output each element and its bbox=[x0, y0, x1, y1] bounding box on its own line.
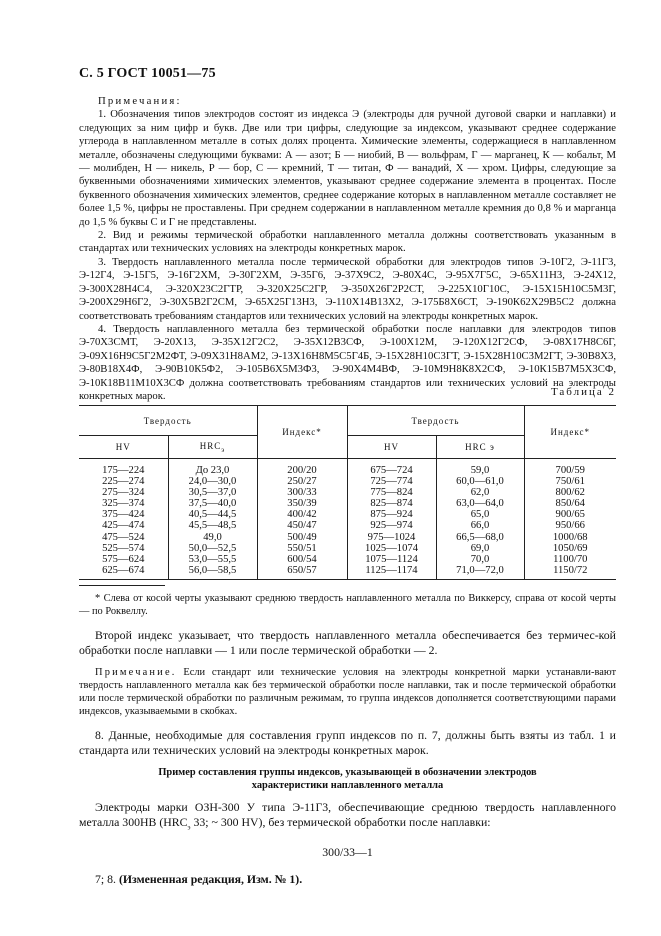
revision-note: 7; 8. (Измененная редакция, Изм. № 1). bbox=[95, 871, 303, 886]
second-index-paragraph: Второй индекс указывает, что твердость наплавленного металла обеспечивается без термичес-кой обработки после наплавки — 1 или после термической обработки — 2. bbox=[79, 628, 616, 657]
table-row bbox=[79, 498, 616, 509]
note-2-text: Если стандарт или технические условия на электроды конкретной марки устанавли-вают твердость наплавленного металла как без термической обработки после наплавки, так и после термической обработки или после термической обработки по различным режимам, то группа индексов дополняется соответствующими парами индексов, указываемыми в скобках. bbox=[79, 667, 616, 718]
hrc-cell: 49,0 bbox=[168, 532, 257, 543]
hrc-cell: 24,0—30,0 bbox=[168, 476, 257, 487]
index-cell: 850/64 bbox=[524, 498, 616, 509]
hrc-cell: 56,0—58,5 bbox=[168, 565, 257, 580]
index-cell: 950/66 bbox=[524, 520, 616, 531]
table-row bbox=[79, 532, 616, 543]
index-cell: 900/65 bbox=[524, 509, 616, 520]
hrc-cell: 45,5—48,5 bbox=[168, 520, 257, 531]
hrc-cell: 50,0—52,5 bbox=[168, 543, 257, 554]
hv-cell: 375—424 bbox=[102, 509, 145, 521]
hv-cell: 575—624 bbox=[102, 553, 145, 565]
index-header-right: Индекс* bbox=[524, 406, 616, 459]
index-cell: 750/61 bbox=[524, 476, 616, 487]
hrc-cell: 37,5—40,0 bbox=[168, 498, 257, 509]
index-cell: 1100/70 bbox=[524, 554, 616, 565]
hrc-cell: 59,0 bbox=[436, 459, 524, 477]
index-cell: 1150/72 bbox=[524, 565, 616, 580]
hv-cell: 925—974 bbox=[347, 520, 436, 531]
hrc-cell: 40,5—44,5 bbox=[168, 509, 257, 520]
example-title: Пример составления группы индексов, указывающей в обозначении электродов характеристики наплавленного металла bbox=[158, 767, 537, 791]
index-cell: 500/49 bbox=[257, 532, 347, 543]
index-cell: 700/59 bbox=[524, 459, 616, 477]
note-3: 3. Твердость наплавленного металла после термической обработки для электродов типов Э-10Г2, Э-11Г3, Э-12Г4, Э-15Г5, Э-16Г2ХМ, Э-30Г2ХМ, Э-35Г6, Э-37Х9С2, Э-80Х4С, Э-95Х7Г5С, Э-65Х11Н3, Э-24Х12, Э-300Х28Н4С4, Э-320Х23С2ГТР, Э-320Х25С2ГР, Э-350Х26Г2Р2СТ, Э-225Х10Г10С, Э-15Х15Н10С5М3Г, Э-200Х29Н6Г2, Э-30Х5В2Г2СМ, Э-65Х25Г13Н3, Э-110Х14В13Х2, Э-175Б8Х6СТ, Э-190К62Х29В5С2 должна соответствовать требованиям стандартов или технических условий на электроды конкретных марок. bbox=[79, 255, 616, 322]
footnote: * Слева от косой черты указывают среднюю твердость наплавленного металла по Виккерсу, справа от косой черты — по Роквеллу. bbox=[79, 593, 616, 617]
footnote-divider bbox=[79, 585, 165, 586]
page-header: С. 5 ГОСТ 10051—75 bbox=[79, 66, 216, 81]
table-row bbox=[79, 476, 616, 487]
hv-header-left: HV bbox=[115, 442, 131, 452]
hardness-table bbox=[79, 405, 616, 580]
hrc-cell: 71,0—72,0 bbox=[436, 565, 524, 580]
notes-block bbox=[79, 95, 616, 403]
hrc-cell: 62,0 bbox=[436, 487, 524, 498]
hrc-header-left: $HRC_э$ bbox=[168, 436, 257, 459]
hardness-header-left: Твердость bbox=[79, 406, 257, 436]
index-cell: 450/47 bbox=[257, 520, 347, 531]
hv-cell: 175—224 bbox=[102, 465, 145, 476]
hrc-cell: 65,0 bbox=[436, 509, 524, 520]
hv-cell: 1075—1124 bbox=[347, 554, 436, 565]
hv-cell: 475—524 bbox=[102, 531, 145, 543]
hv-cell: 625—674 bbox=[79, 565, 168, 580]
table-body bbox=[79, 459, 616, 580]
index-cell: 250/27 bbox=[257, 476, 347, 487]
table-row bbox=[79, 509, 616, 520]
item-8: 8. Данные, необходимые для составления групп индексов по п. 7, должны быть взяты из табл. 1 и стандарта или технических условий на электроды конкретных марок. bbox=[79, 728, 616, 757]
hrc-header-right: HRC э bbox=[436, 436, 524, 459]
notes-title: Примечания: bbox=[98, 95, 182, 107]
example-text: Электроды марки ОЗН-300 У типа Э-11Г3, обеспечивающие среднюю твердость наплавленного металла 300HB ($HRC_э$ 33; ~ 300 HV), без термической обработки после наплавки: bbox=[79, 800, 616, 832]
note-1: 1. Обозначения типов электродов состоят из индекса Э (электроды для ручной дуговой сварки и наплавки) и следующих за ним цифр и букв. Две или три цифры, следующие за индексом, указывают среднее содержание углерода в наплавленном металле в сотых долях процента. Химические элементы, содержащиеся в наплавленном металле, обозначены следующими буквами: А — азот; Б — ниобий, В — вольфрам, Г — марганец, К — кобальт, М — молибден, Н — никель, Р — бор, С — кремний, Т — титан, Ф — ванадий, Х — хром. Цифры, следующие за буквенными обозначениями химических элементов, указывают среднее содержание элемента в процентах. После буквенного обозначения химических элементов, среднее содержание которых в наплавленном металле составляет не более 1,5 %, цифры не проставлены. При среднем содержании в наплавленном металле кремния до 0,8 % и марганца до 1,5 % буквы С и Г не представлены. bbox=[79, 108, 616, 228]
hrc-cell: До 23,0 bbox=[168, 459, 257, 477]
hv-cell: 1025—1074 bbox=[347, 543, 436, 554]
index-cell: 350/39 bbox=[257, 498, 347, 509]
lower-text bbox=[79, 592, 616, 886]
table-row bbox=[79, 565, 616, 580]
note-4: 4. Твердость наплавленного металла без термической обработки после наплавки для электродов типов Э-70Х3СМТ, Э-20Х13, Э-35Х12Г2С2, Э-35Х12В3СФ, Э-100Х12М, Э-120Х12Г2СФ, Э-08Х17Н8С6Г, Э-09Х16Н9С5Г2М2ФТ, Э-09Х31Н8АМ2, Э-13Х16Н8М5С5Г4Б, Э-15Х28Н10С3ГТ, Э-15Х28Н10С3М2ГТ, Э-30В8Х3, Э-80В18Х4Ф, Э-90В10К5Ф2, Э-105В6Х5М3Ф3, Э-90Х4М4ВФ, Э-10М9Н8К8Х2СФ, Э-10К15В7М5Х3СФ, Э-10К18В11М10Х3СФ должна соответствовать требованиям стандартов или технических условий на электроды конкретных марок. bbox=[79, 322, 616, 402]
hv-cell: 725—774 bbox=[347, 476, 436, 487]
hv-cell: 225—274 bbox=[102, 476, 145, 488]
hrc-cell: 63,0—64,0 bbox=[436, 498, 524, 509]
index-formula: 300/33—1 bbox=[322, 844, 373, 859]
hrc-cell: 66,5—68,0 bbox=[436, 532, 524, 543]
hv-cell: 525—574 bbox=[102, 542, 145, 554]
hrc-cell: 69,0 bbox=[436, 543, 524, 554]
table-caption: Таблица 2 bbox=[550, 386, 616, 398]
hv-cell: 775—824 bbox=[347, 487, 436, 498]
hv-header-right: HV bbox=[347, 436, 436, 459]
note-2: 2. Вид и режимы термической обработки наплавленного металла должны соответствовать указанным в стандартах или технических условиях на электроды конкретных марок. bbox=[79, 229, 616, 255]
index-cell: 1050/69 bbox=[524, 543, 616, 554]
index-cell: 600/54 bbox=[257, 554, 347, 565]
index-cell: 800/62 bbox=[524, 487, 616, 498]
table-row bbox=[79, 554, 616, 565]
hardness-header-right: Твердость bbox=[347, 406, 524, 436]
index-header-left: Индекс* bbox=[257, 406, 347, 459]
index-cell: 1000/68 bbox=[524, 532, 616, 543]
hv-cell: 825—874 bbox=[347, 498, 436, 509]
table-row bbox=[79, 520, 616, 531]
index-cell: 650/57 bbox=[257, 565, 347, 580]
hrc-cell: 66,0 bbox=[436, 520, 524, 531]
table-row bbox=[79, 487, 616, 498]
hv-cell: 975—1024 bbox=[347, 532, 436, 543]
hv-cell: 325—374 bbox=[102, 498, 145, 510]
hrc-cell: 30,5—37,0 bbox=[168, 487, 257, 498]
note-2-paragraph bbox=[79, 666, 616, 718]
hv-cell: 875—924 bbox=[347, 509, 436, 520]
hv-cell: 275—324 bbox=[102, 487, 145, 499]
hv-cell: 1125—1174 bbox=[347, 565, 436, 580]
table-row bbox=[79, 543, 616, 554]
index-cell: 300/33 bbox=[257, 487, 347, 498]
index-cell: 400/42 bbox=[257, 509, 347, 520]
table-row bbox=[79, 459, 616, 477]
note-2-title: Примечание. bbox=[95, 667, 177, 679]
hrc-cell: 60,0—61,0 bbox=[436, 476, 524, 487]
hv-cell: 675—724 bbox=[347, 459, 436, 477]
hrc-cell: 70,0 bbox=[436, 554, 524, 565]
hrc-cell: 53,0—55,5 bbox=[168, 554, 257, 565]
index-cell: 550/51 bbox=[257, 543, 347, 554]
index-cell: 200/20 bbox=[257, 459, 347, 477]
hv-cell: 425—474 bbox=[102, 520, 145, 532]
